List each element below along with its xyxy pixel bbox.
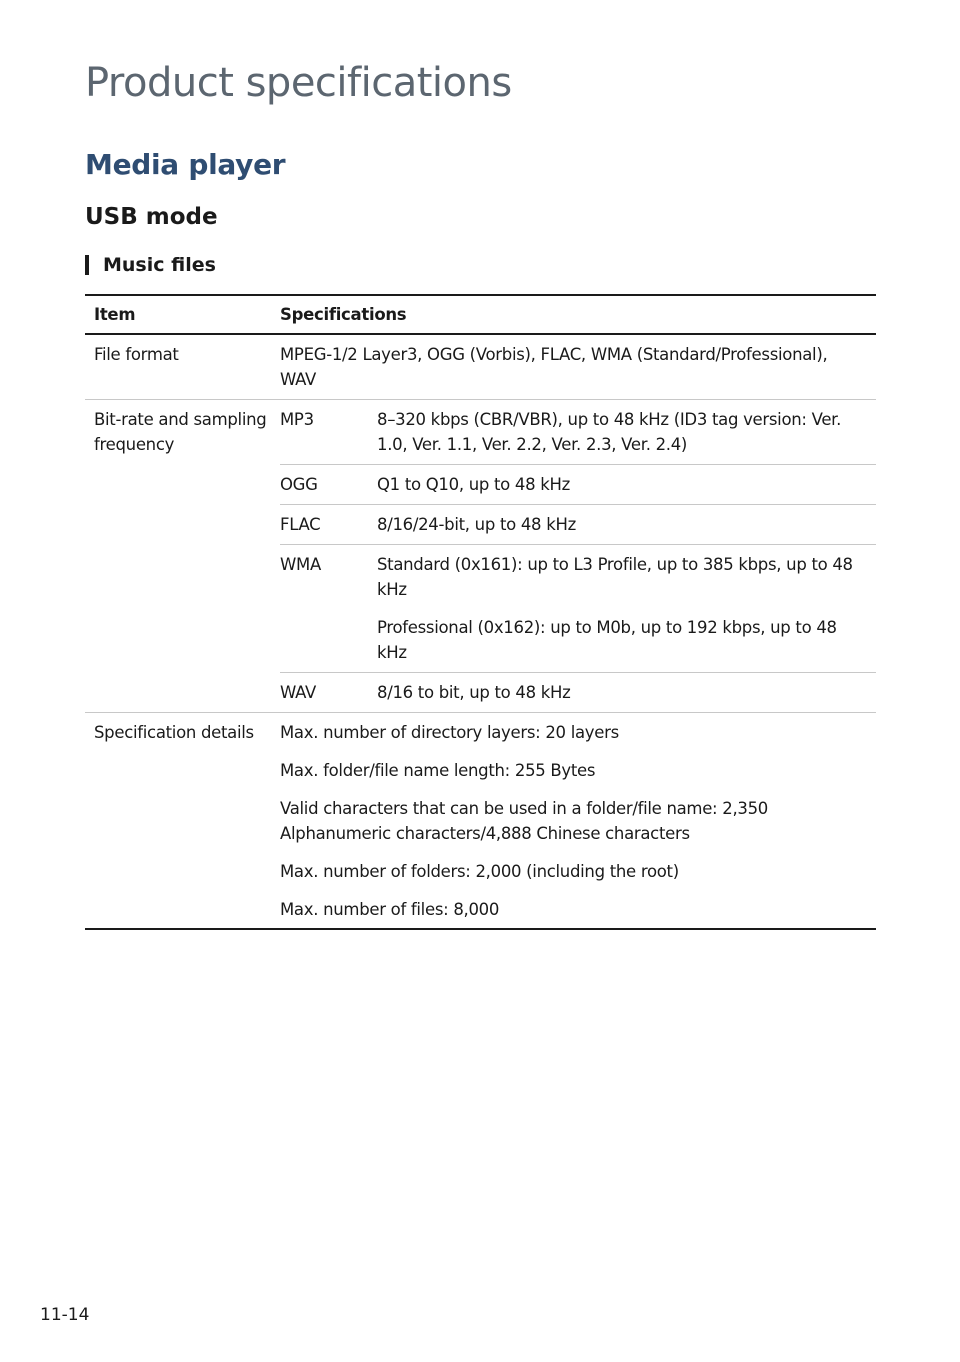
- header-item: Item: [94, 305, 136, 324]
- bitrate-subtable: [280, 400, 876, 712]
- format-detail: 8–320 kbps (CBR/VBR), up to 48 kHz (ID3 tag version: Ver. 1.0, Ver. 1.1, Ver. 2.2, Ver. 2.3, Ver. 2.4): [377, 410, 842, 454]
- table-header-row: [85, 296, 876, 335]
- format-detail: 8/16/24-bit, up to 48 kHz: [377, 515, 576, 534]
- music-files-spec-table: [85, 294, 876, 930]
- spec-detail-line: Max. folder/file name length: 255 Bytes: [280, 761, 596, 780]
- table-caption-text: Music files: [103, 254, 216, 276]
- caption-bar-marker: [85, 255, 89, 275]
- format-detail-group: [377, 552, 876, 665]
- format-row-wma: [280, 545, 876, 673]
- format-detail: Q1 to Q10, up to 48 kHz: [377, 475, 570, 494]
- spec-detail-line: Valid characters that can be used in a folder/file name: 2,350 Alphanumeric characters/4,888 Chinese characters: [280, 799, 768, 843]
- format-name: OGG: [280, 475, 318, 494]
- format-detail: 8/16 to bit, up to 48 kHz: [377, 683, 571, 702]
- spec-detail-line: Max. number of directory layers: 20 layers: [280, 723, 619, 742]
- row-label-spec-details: Specification details: [94, 723, 254, 742]
- file-format-value: MPEG-1/2 Layer3, OGG (Vorbis), FLAC, WMA (Standard/Professional), WAV: [280, 345, 828, 389]
- format-detail: Standard (0x161): up to L3 Profile, up to 385 kbps, up to 48 kHz: [377, 555, 853, 599]
- section-title: Media player: [85, 148, 286, 181]
- header-specifications: Specifications: [280, 305, 407, 324]
- page-title: Product specifications: [85, 60, 512, 106]
- table-row-spec-details: [85, 713, 876, 928]
- format-row-ogg: [280, 465, 876, 505]
- format-name: FLAC: [280, 515, 321, 534]
- format-row-flac: [280, 505, 876, 545]
- format-detail: Professional (0x162): up to M0b, up to 192 kbps, up to 48 kHz: [377, 618, 837, 662]
- row-label-bitrate: Bit-rate and sampling frequency: [94, 410, 267, 454]
- format-row-mp3: [280, 400, 876, 465]
- format-row-wav: [280, 673, 876, 712]
- spec-detail-line: Max. number of files: 8,000: [280, 900, 500, 919]
- page-number: 11-14: [40, 1305, 90, 1325]
- format-name: WAV: [280, 683, 317, 702]
- format-name: MP3: [280, 410, 314, 429]
- spec-detail-line: Max. number of folders: 2,000 (including the root): [280, 862, 679, 881]
- row-label-file-format: File format: [94, 345, 179, 364]
- spec-details-list: [280, 720, 876, 922]
- table-row-bitrate: [85, 400, 876, 713]
- table-caption: [85, 254, 216, 276]
- subsection-title: USB mode: [85, 204, 218, 230]
- table-row-file-format: [85, 335, 876, 400]
- format-name: WMA: [280, 555, 321, 574]
